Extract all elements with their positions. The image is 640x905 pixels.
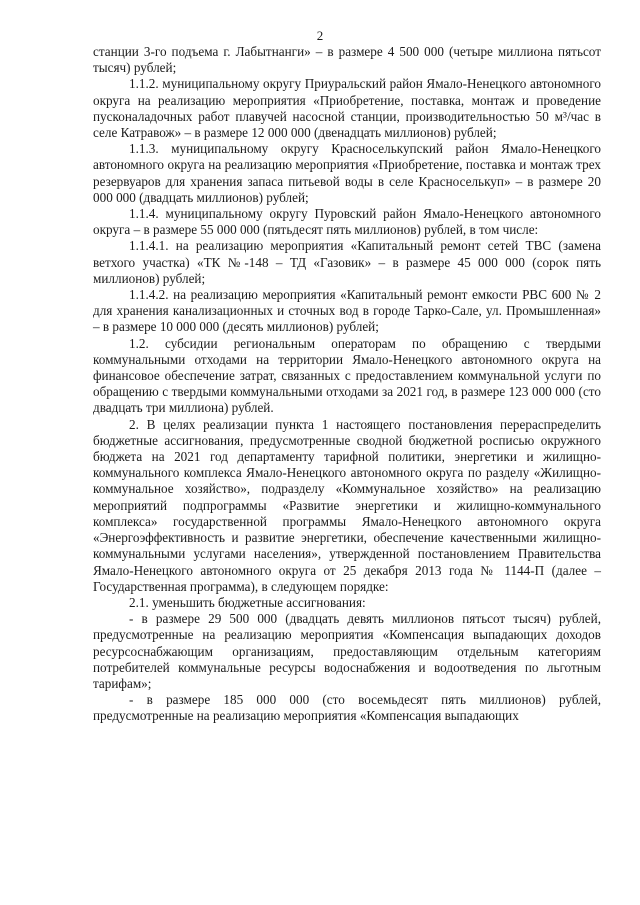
paragraph-1-1-3: 1.1.3. муниципальному округу Красноселькупский район Ямало-Ненецкого автономного округа на реализацию мероприятия «Приобретение, поставка и монтаж трех резервуаров для хранения запаса питьевой воды в селе Красноселькуп» – в размере 20 000 000 (двадцать миллионов) рублей; — [93, 141, 601, 205]
paragraph-continuation: станции 3-го подъема г. Лабытнанги» – в размере 4 500 000 (четыре миллиона пятьсот тысяч) рублей; — [93, 44, 601, 76]
paragraph-2-1: 2.1. уменьшить бюджетные ассигнования: — [129, 594, 366, 610]
paragraph-2-1-item-2: - в размере 185 000 000 (сто восемьдесят пять миллионов) рублей, предусмотренные на реализацию мероприятия «Компенсация выпадающих — [93, 692, 601, 724]
paragraph-2: 2. В целях реализации пункта 1 настоящего постановления перераспределить бюджетные ассигнования, предусмотренные сводной бюджетной росписью окружного бюджета на 2021 год департаменту тарифной политики, энергетики и жилищно-коммунального комплекса Ямало-Ненецкого автономного округа по разделу «Жилищно-коммунальное хозяйство», подразделу «Коммунальное хозяйство» на реализацию мероприятий подпрограммы «Развитие энергетики и жилищно-коммунального комплекса» государственной программы Ямало-Ненецкого автономного округа «Энергоэффективность и развитие энергетики, обеспечение качественными жилищно-коммунальными услугами населения», утвержденной постановлением Правительства Ямало-Ненецкого автономного округа от 25 декабря 2013 года № 1144-П (далее – Государственная программа), в следующем порядке: — [93, 416, 601, 594]
paragraph-1-1-4-2: 1.1.4.2. на реализацию мероприятия «Капитальный ремонт емкости РВС 600 № 2 для хранения канализационных и сточных вод в городе Тарко-Сале, ул. Промышленная» – в размере 10 000 000 (десять миллионов) рублей; — [93, 287, 601, 335]
paragraph-1-1-4-1: 1.1.4.1. на реализацию мероприятия «Капитальный ремонт сетей ТВС (замена ветхого участка) «ТК №-148 – ТД «Газовик» – в размере 45 000 000 (сорок пять миллионов) рублей; — [93, 238, 601, 286]
page-number: 2 — [316, 28, 324, 43]
paragraph-2-1-item-1: - в размере 29 500 000 (двадцать девять миллионов пятьсот тысяч) рублей, предусмотренные на реализацию мероприятия «Компенсация выпадающих доходов ресурсоснабжающим организациям, предоставляющим отдельным категориям потребителей коммунальные ресурсы водоснабжения и водоотведения по льготным тарифам»; — [93, 611, 601, 691]
document-body — [93, 44, 601, 725]
paragraph-1-1-2: 1.1.2. муниципальному округу Приуральский район Ямало-Ненецкого автономного округа на реализацию мероприятия «Приобретение, поставка, монтаж и проведение пусконаладочных работ плавучей насосной станции, производительностью 50 м³/час в селе Катравож» – в размере 12 000 000 (двенадцать миллионов) рублей; — [93, 76, 601, 141]
paragraph-1-2: 1.2. субсидии региональным операторам по обращению с твердыми коммунальными отходами на территории Ямало-Ненецкого автономного округа на финансовое обеспечение затрат, связанных с предоставлением коммунальной услуги по обращению с твердыми коммунальными отходами за 2021 год, в размере 123 000 000 (сто двадцать три миллиона) рублей. — [93, 335, 601, 416]
paragraph-1-1-4: 1.1.4. муниципальному округу Пуровский район Ямало-Ненецкого автономного округа – в размере 55 000 000 (пятьдесят пять миллионов) рублей, в том числе: — [93, 206, 601, 238]
